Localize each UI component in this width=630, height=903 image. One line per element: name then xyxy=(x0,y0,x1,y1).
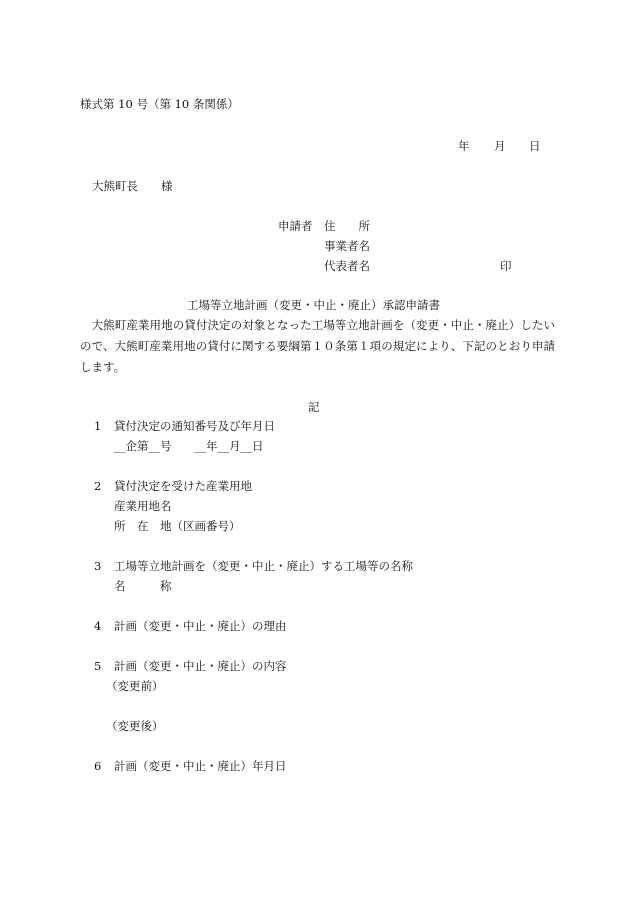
addressee: 大熊町長 様 xyxy=(92,179,173,193)
document-title: 工場等立地計画（変更・中止・廃止）承認申請書 xyxy=(187,298,440,312)
address-label: 住 所 xyxy=(324,219,370,233)
item-5-title: 計画（変更・中止・廃止）の内容 xyxy=(114,659,287,673)
item-3-sub1: 名 称 xyxy=(114,579,172,593)
item-2-number: 2 xyxy=(94,479,102,493)
item-3-title: 工場等立地計画を（変更・中止・廃止）する工場等の名称 xyxy=(114,559,413,573)
body-paragraph: 大熊町産業用地の貸付決定の対象となった工場等立地計画を（変更・中止・廃止）したいので、大熊町産業用地の貸付に関する要綱第１０条第１項の規定により、下記のとおり申請します。 xyxy=(80,318,555,374)
date-year-label: 年 xyxy=(458,139,470,153)
item-6-title: 計画（変更・中止・廃止）年月日 xyxy=(114,759,287,773)
item-1-title: 貸付決定の通知番号及び年月日 xyxy=(114,419,275,433)
item-2-title: 貸付決定を受けた産業用地 xyxy=(114,479,252,493)
representative-label: 代表者名 xyxy=(324,259,370,273)
item-5-after: （変更後） xyxy=(106,719,164,733)
item-1-line: __企第__号 __年__月__日 xyxy=(114,439,264,453)
item-5-before: （変更前） xyxy=(106,679,164,693)
ki-heading: 記 xyxy=(308,400,320,414)
item-4-title: 計画（変更・中止・廃止）の理由 xyxy=(114,619,287,633)
date-month-label: 月 xyxy=(494,139,506,153)
item-1-number: 1 xyxy=(94,419,102,433)
item-6-number: 6 xyxy=(94,759,102,773)
item-2-sub1: 産業用地名 xyxy=(114,499,172,513)
item-2-sub2: 所 在 地（区画番号） xyxy=(114,519,241,533)
date-day-label: 日 xyxy=(529,139,541,153)
item-5-number: 5 xyxy=(94,659,102,673)
seal-mark: 印 xyxy=(500,259,512,273)
form-number: 様式第 10 号（第 10 条関係） xyxy=(80,97,239,111)
business-name-label: 事業者名 xyxy=(324,239,370,253)
applicant-label: 申請者 xyxy=(278,219,313,233)
item-3-number: 3 xyxy=(94,559,102,573)
item-4-number: 4 xyxy=(94,619,102,633)
